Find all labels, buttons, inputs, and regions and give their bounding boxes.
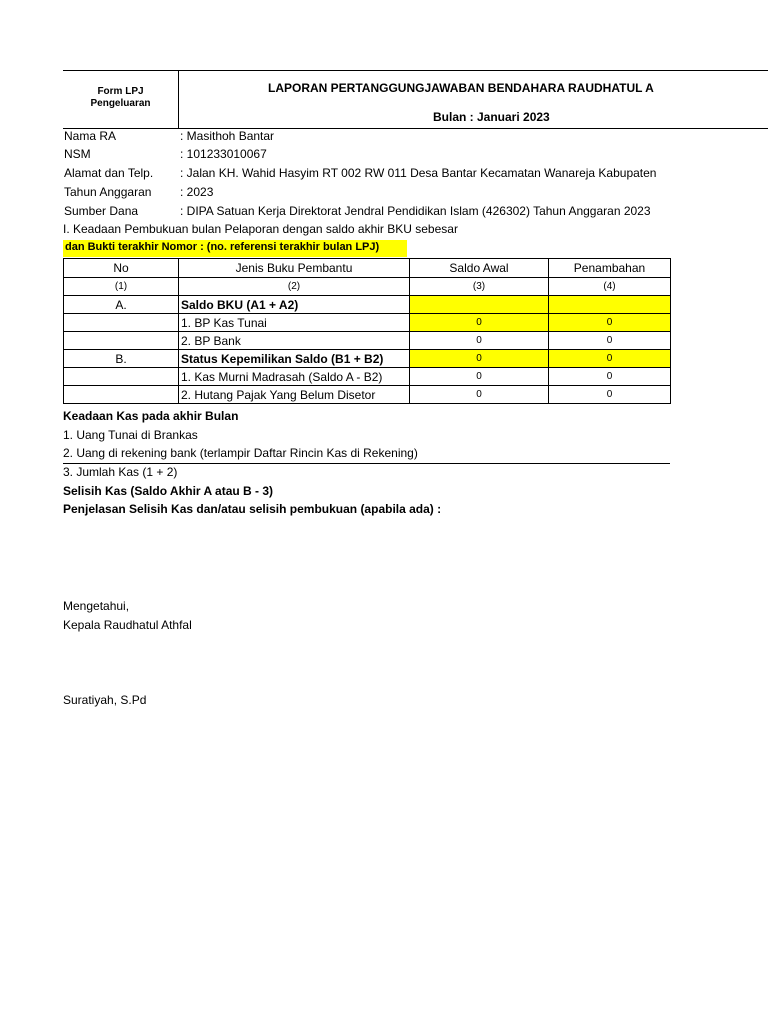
signature-nama: Suratiyah, S.Pd [63,693,147,707]
row-no: B. [64,350,179,368]
info-value-sumber: : DIPA Satuan Kerja Direktorat Jendral Pendidikan Islam (426302) Tahun Anggaran 2023 [180,204,651,218]
table-row [64,386,671,404]
form-label-line1: Form LPJ [97,86,144,97]
table-numbering-row [64,278,671,296]
report-title: LAPORAN PERTANGGUNGJAWABAN BENDAHARA RAUDHATUL A [268,81,654,95]
row-penambahan: 0 [549,368,671,386]
kas-title: Keadaan Kas pada akhir Bulan [63,409,239,423]
row-jenis: Saldo BKU (A1 + A2) [179,296,410,314]
row-penambahan: 0 [549,350,671,368]
info-label-tahun: Tahun Anggaran [64,185,152,199]
row-jenis: Status Kepemilikan Saldo (B1 + B2) [179,350,410,368]
kas-item-2: 2. Uang di rekening bank (terlampir Daftar Rincin Kas di Rekening) [63,446,418,460]
info-label-alamat: Alamat dan Telp. [64,166,154,180]
report-month: Bulan : Januari 2023 [433,110,550,124]
info-label-sumber: Sumber Dana [64,204,139,218]
table-row [64,350,671,368]
table-row [64,368,671,386]
info-value-tahun: : 2023 [180,185,214,199]
row-penambahan [549,296,671,314]
numbering-cell: (4) [549,278,671,296]
row-saldo-awal: 0 [410,314,549,332]
kas-separator [63,463,670,464]
form-label-line2: Pengeluaran [90,98,151,109]
signature-mengetahui: Mengetahui, [63,599,130,613]
row-no: A. [64,296,179,314]
signature-jabatan: Kepala Raudhatul Athfal [63,618,192,632]
row-no [64,386,179,404]
row-jenis: 1. BP Kas Tunai [179,314,410,332]
kas-item-1: 1. Uang Tunai di Brankas [63,428,198,442]
buku-pembantu-table [63,258,671,404]
row-no [64,368,179,386]
row-saldo-awal [410,296,549,314]
row-penambahan: 0 [549,332,671,350]
section1-line2: dan Bukti terakhir Nomor : (no. referensi terakhir bulan LPJ) [65,241,380,253]
kas-item-3: 3. Jumlah Kas (1 + 2) [63,465,178,479]
info-label-nsm: NSM [64,147,91,161]
row-jenis: 2. BP Bank [179,332,410,350]
row-saldo-awal: 0 [410,350,549,368]
row-no [64,332,179,350]
numbering-cell: (3) [410,278,549,296]
header-bottom-border [63,128,768,129]
info-label-nama: Nama RA [64,129,117,143]
numbering-cell: (2) [179,278,410,296]
table-row [64,332,671,350]
numbering-cell: (1) [64,278,179,296]
table-row [64,314,671,332]
section1-line1: I. Keadaan Pembukuan bulan Pelaporan dengan saldo akhir BKU sebesar [63,222,458,236]
row-penambahan: 0 [549,386,671,404]
selisih-kas: Selisih Kas (Saldo Akhir A atau B - 3) [63,484,274,498]
header-no: No [64,259,179,278]
row-saldo-awal: 0 [410,332,549,350]
penjelasan-selisih: Penjelasan Selisih Kas dan/atau selisih pembukuan (apabila ada) : [63,502,442,516]
header-divider [178,70,179,128]
header-jenis: Jenis Buku Pembantu [179,259,410,278]
row-jenis: 1. Kas Murni Madrasah (Saldo A - B2) [179,368,410,386]
header-saldo-awal: Saldo Awal [410,259,549,278]
info-value-nsm: : 101233010067 [180,147,267,161]
table-row [64,296,671,314]
row-jenis: 2. Hutang Pajak Yang Belum Disetor [179,386,410,404]
info-value-alamat: : Jalan KH. Wahid Hasyim RT 002 RW 011 Desa Bantar Kecamatan Wanareja Kabupaten [180,166,657,180]
row-saldo-awal: 0 [410,386,549,404]
info-value-nama: : Masithoh Bantar [180,129,275,143]
row-no [64,314,179,332]
header-penambahan: Penambahan [549,259,671,278]
table-header-row [64,259,671,278]
header-top-border [63,70,768,71]
row-saldo-awal: 0 [410,368,549,386]
row-penambahan: 0 [549,314,671,332]
